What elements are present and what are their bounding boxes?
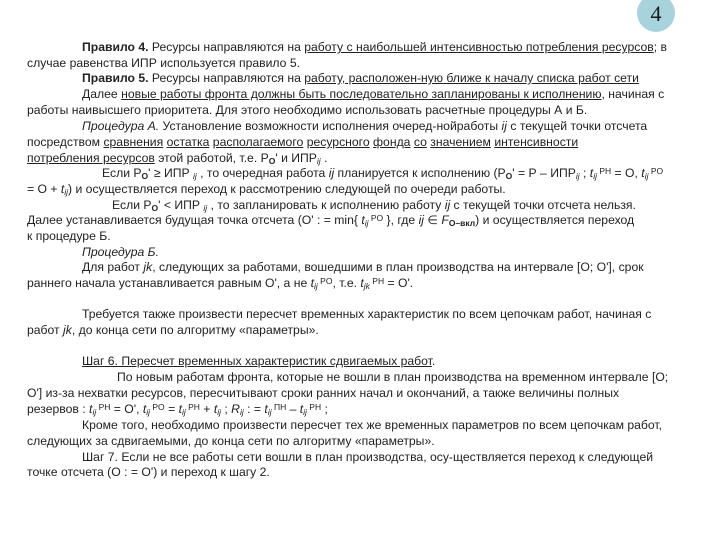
text-segment: – xyxy=(286,402,300,416)
text-line xyxy=(27,213,700,227)
text-segment: . xyxy=(320,151,328,165)
text-segment: F xyxy=(441,213,449,227)
text-segment: резервов : xyxy=(27,402,90,416)
text-segment: ; xyxy=(220,402,232,416)
text-segment: t xyxy=(310,276,315,290)
text-segment: ij xyxy=(593,171,597,181)
text-segment: ij xyxy=(328,166,335,180)
text-segment: O xyxy=(151,203,159,213)
text-line xyxy=(82,260,700,274)
text-segment: ' и ИПР xyxy=(275,151,317,165)
text-segment: работ xyxy=(27,323,64,337)
text-segment: O xyxy=(505,171,513,181)
text-segment: значением xyxy=(430,135,491,149)
text-segment: ' ≥ ИПР xyxy=(148,166,193,180)
text-segment: = O'. xyxy=(384,276,414,290)
text-segment: , т.е. xyxy=(332,276,361,290)
text-segment: ij xyxy=(146,407,151,417)
text-segment: ij xyxy=(644,171,649,181)
text-segment: PO xyxy=(368,213,384,223)
text-segment: PO xyxy=(648,166,664,176)
text-line xyxy=(27,229,700,243)
text-line xyxy=(27,465,700,479)
text-segment: , следующих за работами, вошедшими в план производства на интервале [O; O'], срок xyxy=(152,260,644,274)
text-line xyxy=(82,418,700,432)
text-segment: работы наивысшего приоритета. Для этого необходимо использовать расчетные процедуры А и Б. xyxy=(27,103,588,117)
text-line xyxy=(112,198,700,212)
text-segment: Правило 4. xyxy=(82,40,149,54)
text-segment: Ресурсы направляются на xyxy=(148,40,305,54)
text-segment: потребления ресурсов xyxy=(27,151,155,165)
text-segment: ; в xyxy=(653,40,667,54)
text-segment: jk xyxy=(363,281,370,291)
text-segment: планируется к исполнению (Р xyxy=(334,166,506,180)
text-segment: t xyxy=(60,182,65,196)
text-segment: t xyxy=(89,402,93,416)
text-line xyxy=(27,182,700,196)
text-segment: ij xyxy=(92,407,97,417)
text-segment: t xyxy=(142,402,147,416)
text-line xyxy=(27,434,700,448)
text-line xyxy=(82,354,700,368)
text-segment: этой работой, т.е. Р xyxy=(154,151,269,165)
text-segment: O'] из-за нехватки ресурсов, пересчитывают сроки ранних начал и окончаний, а также величины полных xyxy=(27,386,620,400)
text-line xyxy=(82,450,700,464)
text-segment: ij xyxy=(239,407,244,417)
text-segment: Далее xyxy=(82,87,122,101)
text-segment: Ресурсы направляются на xyxy=(148,71,305,85)
text-segment: Далее устанавливается будущая точка отсчета (O' : = min{ xyxy=(27,213,362,227)
text-segment: ij xyxy=(267,407,272,417)
text-segment: O xyxy=(141,171,149,181)
text-segment: = O, xyxy=(611,166,642,180)
text-segment: = O', xyxy=(110,402,143,416)
text-line xyxy=(27,386,700,400)
text-segment: ij xyxy=(203,203,208,213)
text-segment: t xyxy=(213,402,218,416)
text-segment: ' = Р – ИПР xyxy=(512,166,576,180)
text-line xyxy=(82,245,700,259)
text-line xyxy=(82,40,700,54)
text-segment: следующих за сдвигаемыми, до конца сети по алгоритму «параметры». xyxy=(27,434,435,448)
text-line xyxy=(27,323,700,337)
text-segment: t xyxy=(264,402,268,416)
text-segment: PH xyxy=(306,402,322,412)
text-segment: Правило 5. xyxy=(82,71,149,85)
page-number-badge: 4 xyxy=(637,0,675,32)
text-line xyxy=(117,370,700,384)
text-segment: ∈ xyxy=(423,213,442,227)
text-segment: Если Р xyxy=(112,198,152,212)
text-segment: ресурсного xyxy=(306,135,370,149)
text-segment: ) и осуществляется переход xyxy=(475,213,635,227)
text-segment: остатка xyxy=(166,135,210,149)
text-segment: ij xyxy=(64,187,69,197)
text-segment: , то запланировать к исполнению работу xyxy=(207,198,445,212)
text-segment: Для работ xyxy=(82,260,144,274)
text-segment: интенсивности xyxy=(494,135,579,149)
text-line xyxy=(102,166,700,180)
text-line xyxy=(82,307,700,321)
text-segment: ' < ИПР xyxy=(158,198,204,212)
text-segment: ij xyxy=(181,407,186,417)
text-segment: PH xyxy=(369,276,385,286)
text-segment: Шаг 6. Пересчет временных характеристик сдвигаемых работ xyxy=(82,354,432,368)
text-segment: Требуется также произвести пересчет временных характеристик по всем цепочкам работ, начиная с xyxy=(82,307,652,321)
text-segment: раннего начала устанавливается равным O', а не xyxy=(27,276,311,290)
text-segment: ij xyxy=(217,407,221,417)
text-segment: ij xyxy=(364,218,369,228)
text-line xyxy=(27,103,700,117)
text-segment: t xyxy=(589,166,594,180)
text-segment: с текущей точки отсчета xyxy=(506,119,648,133)
text-segment: t xyxy=(360,276,364,290)
text-segment: Если Р xyxy=(102,166,142,180)
text-segment: фонда xyxy=(373,135,411,149)
text-segment: t xyxy=(178,402,182,416)
text-segment: = O + xyxy=(27,182,61,196)
text-segment: Установление возможности исполнения очеред-нойработы xyxy=(159,119,502,133)
text-segment: ПН xyxy=(271,402,287,412)
text-segment: + xyxy=(199,402,214,416)
text-segment: ij xyxy=(501,119,507,133)
text-segment: посредством xyxy=(27,135,104,149)
text-segment: }, где xyxy=(383,213,419,227)
text-segment: ij xyxy=(316,156,321,166)
text-segment: ij xyxy=(418,213,424,227)
text-segment: ) и осуществляется переход к рассмотрению следующей по очереди работы. xyxy=(68,182,506,196)
text-segment: Кроме того, необходимо произвести пересчет тех же временных параметров по всем цепочкам работ, xyxy=(82,418,663,432)
text-segment: новые работы фронта должны быть последовательно запланированы к исполнению xyxy=(121,87,602,101)
text-segment: t xyxy=(299,402,304,416)
text-segment: работу, расположен-ную ближе к началу списка работ сети xyxy=(304,71,639,85)
text-segment: O xyxy=(268,156,276,166)
text-segment: t xyxy=(361,213,365,227)
text-segment: располагаемого xyxy=(212,135,304,149)
text-segment: t xyxy=(641,166,645,180)
text-segment: PH xyxy=(96,402,111,412)
text-segment: Шаг 7. Если не все работы сети вошли в план производства, осу-ществляется переход к следующей xyxy=(82,450,654,464)
text-line xyxy=(27,276,700,290)
text-segment: с текущей точки отсчета нельзя. xyxy=(450,198,636,212)
text-segment: jk xyxy=(143,260,153,274)
text-line xyxy=(27,135,700,149)
text-segment: ; xyxy=(321,402,328,416)
text-segment: , до конца сети по алгоритму «параметры». xyxy=(71,323,319,337)
text-line xyxy=(27,56,700,70)
text-segment: точке отсчета (O : = O') и переход к шагу 2. xyxy=(27,465,270,479)
text-line xyxy=(82,71,700,85)
text-segment: PH xyxy=(596,166,612,176)
text-segment: ij xyxy=(192,171,197,181)
text-segment: со xyxy=(413,135,427,149)
text-segment: сравнения xyxy=(103,135,164,149)
text-segment: случае равенства ИПР используется правило 5. xyxy=(27,56,300,70)
text-segment: ij xyxy=(314,281,318,291)
text-segment: PO xyxy=(317,276,333,286)
text-line xyxy=(82,119,700,133)
text-line xyxy=(27,151,700,165)
text-segment: O–вкл xyxy=(448,218,476,228)
text-segment: , то очередная работа xyxy=(196,166,329,180)
text-segment: R xyxy=(231,402,240,416)
text-line xyxy=(27,402,700,416)
text-segment: . xyxy=(431,354,436,368)
text-segment: Процедура А. xyxy=(82,119,160,133)
text-segment: : = xyxy=(243,402,265,416)
text-segment: По новым работам фронта, которые не вошли в план производства на временном интервале [O; xyxy=(117,370,669,384)
text-segment: работу с наибольшей интенсивностью потребления ресурсов xyxy=(304,40,654,54)
text-segment: , начиная с xyxy=(601,87,665,101)
text-segment: ij xyxy=(575,171,580,181)
text-segment: ij xyxy=(303,407,307,417)
text-segment: = xyxy=(164,402,179,416)
text-segment: Процедура Б. xyxy=(82,245,159,259)
text-segment: jk xyxy=(63,323,72,337)
text-segment: ; xyxy=(579,166,590,180)
text-segment: PH xyxy=(185,402,200,412)
text-segment: ij xyxy=(444,198,451,212)
text-segment: PO xyxy=(150,402,165,412)
text-line xyxy=(82,87,700,101)
text-segment: к процедуре Б. xyxy=(27,229,111,243)
